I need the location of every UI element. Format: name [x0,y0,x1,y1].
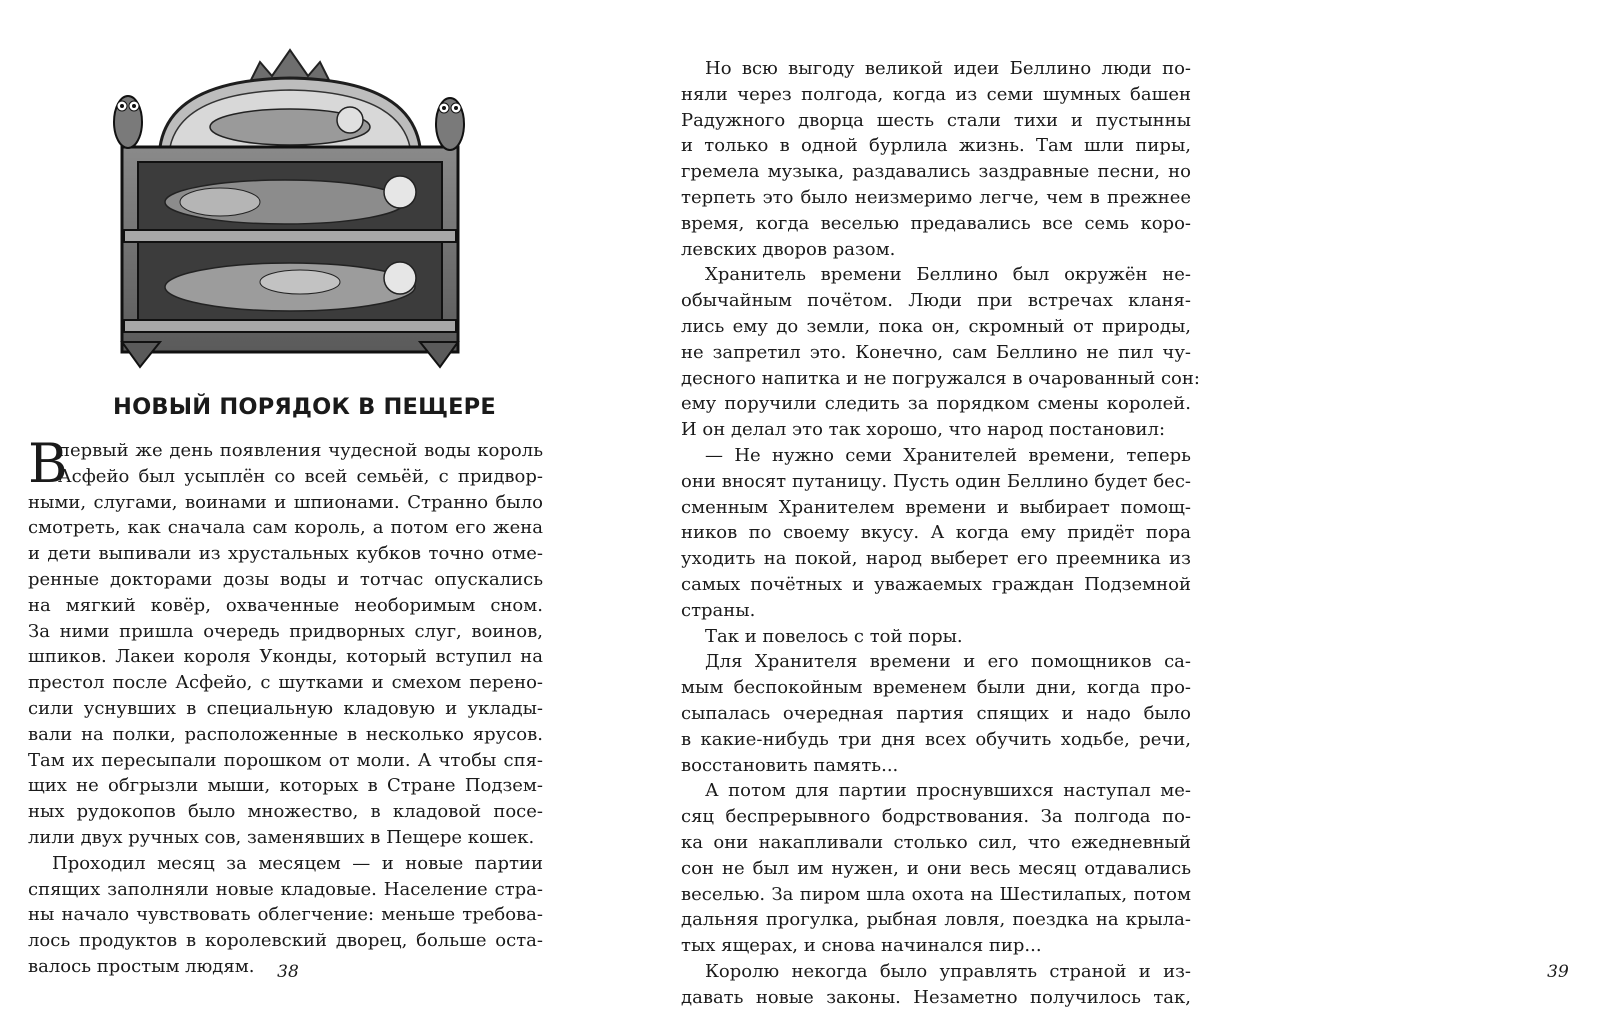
text-line: престол после Асфейо, с шутками и смехом перено- [28,672,543,694]
text-line: ка они накапливали столько сил, что ежедневный [681,831,1191,853]
text-line: веселью. За пиром шла охота на Шестилапых, потом [681,883,1191,905]
text-line: сяц беспрерывного бодрствования. За полгода по- [681,806,1191,828]
left-page [0,0,613,1003]
left-page-text [28,432,543,980]
text-line: Хранитель времени Беллино был окружён не- [705,264,1191,286]
text-line: в какие-нибудь три дня всех обучить ходьбе, речи, [681,728,1191,750]
text-line: сон не был им нужен, и они весь месяц отдавались [681,857,1191,879]
chapter-illustration [100,42,480,372]
text-line: Для Хранителя времени и его помощников са- [705,651,1191,673]
chapter-title: НОВЫЙ ПОРЯДОК В ПЕЩЕРЕ [113,394,496,420]
text-line: лись ему до земли, пока он, скромный от природы, [681,315,1191,337]
text-line: Королю некогда было управлять страной и из- [705,960,1191,982]
text-line: самых почётных и уважаемых граждан Подземной [681,573,1191,595]
text-line: сили уснувших в специальную кладовую и уклады- [28,697,543,719]
right-page [613,0,1569,1008]
text-line: И он делал это так хорошо, что народ постановил: [681,419,1166,441]
page-number: 38 [277,962,299,982]
text-line: вали на полки, расположенные в несколько ярусов. [28,723,543,745]
text-line: восстановить память... [681,754,899,776]
text-line: ему поручили следить за порядком смены королей. [681,393,1191,415]
text-line: смотреть, как сначала сам король, а потом его жена [28,517,543,539]
right-page-text [681,56,1200,1010]
text-line: ны начало чувствовать облегчение: меньше требова- [28,904,543,926]
text-line: и дети выпивали из хрустальных кубков точно отме- [28,543,543,565]
text-line: гремела музыка, раздавались заздравные песни, но [681,161,1191,183]
text-line: первый же день появления чудесной воды король [58,440,543,461]
text-line: Радужного дворца шесть стали тихи и пустынны [681,109,1191,131]
text-line: А потом для партии проснувшихся наступал ме- [705,780,1191,802]
text-line: Асфейо был усыплён со всей семьёй, с придвор- [58,465,543,487]
text-line: Но всю выгоду великой идеи Беллино люди по- [705,58,1191,79]
text-line: время, когда веселью предавались все семь коро- [681,212,1191,234]
text-line: — Не нужно семи Хранителей времени, теперь [705,444,1191,466]
text-line: спящих заполняли новые кладовые. Население стра- [28,878,543,900]
text-line: давать новые законы. Незаметно получилось так, [681,986,1191,1008]
text-line: Там их пересыпали порошком от моли. А чтобы спя- [28,749,543,771]
text-line: ных рудокопов было множество, в кладовой посе- [28,801,543,823]
owl-right [436,98,464,150]
text-line: шпиков. Лакеи короля Уконды, который вступил на [28,646,543,668]
text-line: они вносят путаницу. Пусть один Беллино будет бес- [681,470,1191,492]
text-line: щих не обгрызли мыши, которых в Стране Подзем- [28,775,543,797]
text-line: тых ящерах, и снова начинался пир... [681,935,1042,957]
page-number: 39 [1547,962,1569,982]
text-line: левских дворов разом. [681,238,896,260]
text-line: За ними пришла очередь придворных слуг, воинов, [28,620,543,642]
owl-left [114,96,142,148]
text-line: обычайным почётом. Люди при встречах кланя- [681,290,1191,312]
text-line: мым беспокойным временем были дни, когда про- [681,677,1191,699]
text-line: ников по своему вкусу. А когда ему придёт пора [681,522,1191,544]
text-line: страны. [681,599,756,621]
text-line: лили двух ручных сов, заменявших в Пещере кошек. [28,826,535,848]
drop-cap: В [28,432,68,495]
text-line: дальняя прогулка, рыбная ловля, поездка на крыла- [681,909,1191,931]
text-line: Так и повелось с той поры. [705,625,963,647]
text-line: на мягкий ковёр, охваченные необоримым сном. [28,594,543,616]
text-line: терпеть это было неизмеримо легче, чем в прежнее [681,186,1191,208]
text-line: Проходил месяц за месяцем — и новые партии [52,852,543,874]
text-line: ными, слугами, воинами и шпионами. Странно было [28,491,543,513]
text-line: уходить на покой, народ выберет его преемника из [681,548,1191,570]
text-line: няли через полгода, когда из семи шумных башен [681,83,1191,105]
text-line: лось продуктов в королевский дворец, больше оста- [28,930,543,952]
text-line: сыпалась очередная партия спящих и надо было [681,702,1191,724]
text-line: и только в одной бурлила жизнь. Там шли пиры, [681,135,1191,157]
text-line: валось простым людям. [28,955,255,977]
text-line: сменным Хранителем времени и выбирает помощ- [681,496,1191,518]
text-line: десного напитка и не погружался в очарованный сон: [681,367,1200,389]
text-line: не запретил это. Конечно, сам Беллино не пил чу- [681,341,1191,363]
text-line: ренные докторами дозы воды и тотчас опускались [28,568,543,590]
